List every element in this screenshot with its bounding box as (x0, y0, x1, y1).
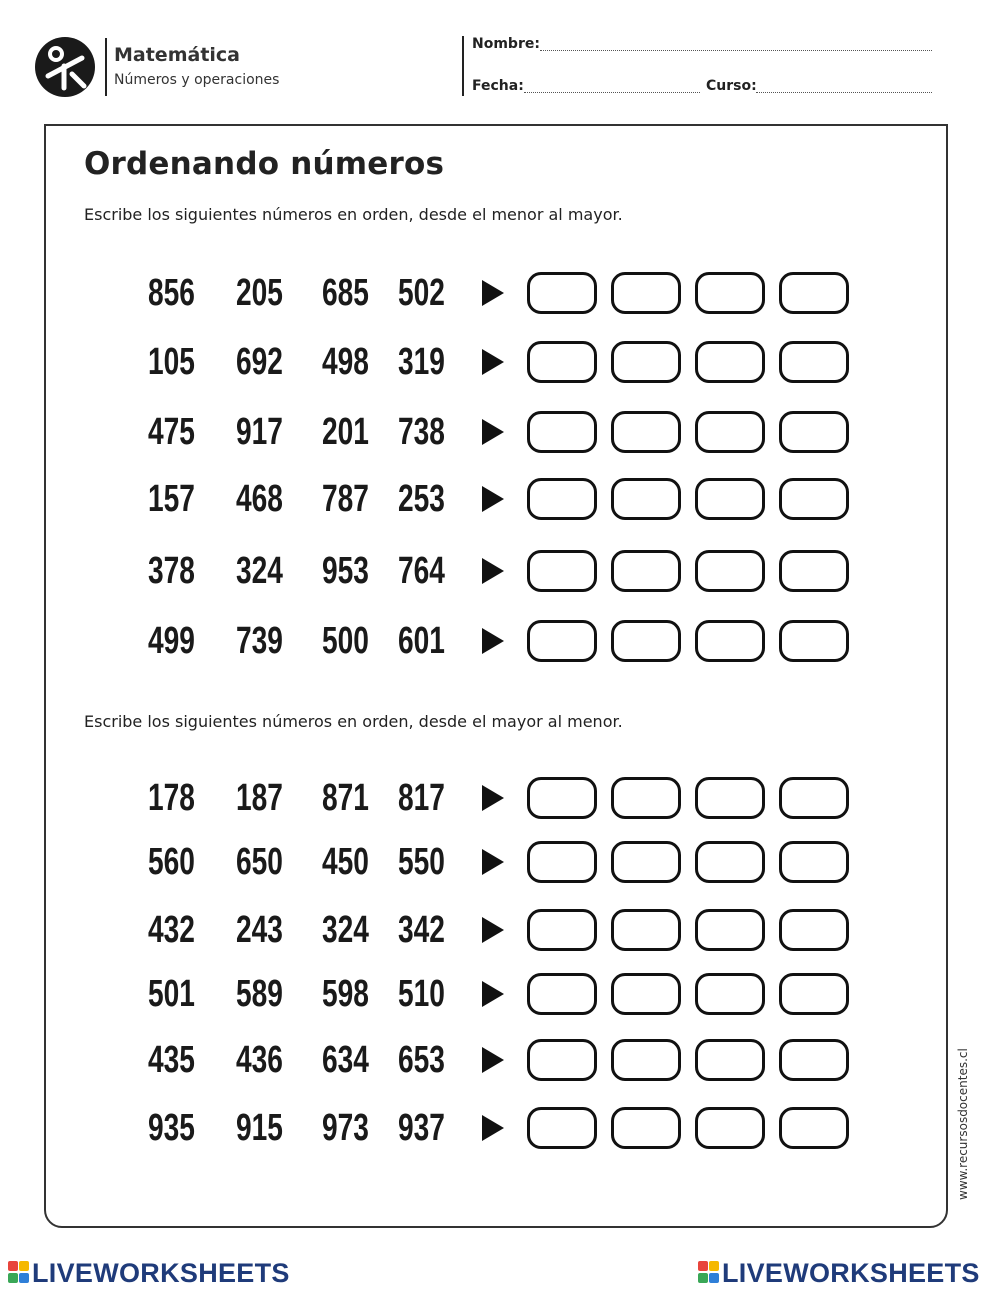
play-arrow-icon (482, 1047, 504, 1073)
answer-box[interactable] (779, 973, 849, 1015)
number: 738 (398, 411, 445, 453)
answer-box[interactable] (611, 478, 681, 520)
answer-box[interactable] (527, 777, 597, 819)
number: 243 (236, 909, 283, 951)
answer-box[interactable] (695, 272, 765, 314)
number: 692 (236, 341, 283, 383)
number: 871 (322, 777, 369, 819)
answer-box[interactable] (695, 841, 765, 883)
answer-box[interactable] (611, 550, 681, 592)
play-arrow-icon (482, 1115, 504, 1141)
answer-box[interactable] (611, 411, 681, 453)
number: 935 (148, 1107, 195, 1149)
number: 653 (398, 1039, 445, 1081)
blocks-icon (698, 1261, 720, 1285)
number: 468 (236, 478, 283, 520)
answer-box[interactable] (779, 411, 849, 453)
number: 187 (236, 777, 283, 819)
number: 253 (398, 478, 445, 520)
number: 432 (148, 909, 195, 951)
answer-box[interactable] (779, 272, 849, 314)
play-arrow-icon (482, 785, 504, 811)
number: 915 (236, 1107, 283, 1149)
liveworksheets-logo-left (8, 1256, 288, 1290)
answer-box[interactable] (779, 550, 849, 592)
answer-box[interactable] (527, 550, 597, 592)
number: 973 (322, 1107, 369, 1149)
number: 560 (148, 841, 195, 883)
answer-box[interactable] (611, 620, 681, 662)
number: 178 (148, 777, 195, 819)
answer-box[interactable] (611, 777, 681, 819)
answer-box[interactable] (695, 973, 765, 1015)
answer-box[interactable] (527, 620, 597, 662)
answer-box[interactable] (695, 1039, 765, 1081)
date-field[interactable] (524, 92, 700, 93)
number: 499 (148, 620, 195, 662)
number: 501 (148, 973, 195, 1015)
number: 685 (322, 272, 369, 314)
answer-box[interactable] (695, 620, 765, 662)
number: 601 (398, 620, 445, 662)
answer-box[interactable] (527, 341, 597, 383)
blocks-icon (8, 1261, 30, 1285)
course-field[interactable] (756, 92, 932, 93)
number: 937 (398, 1107, 445, 1149)
answer-box[interactable] (527, 1039, 597, 1081)
answer-box[interactable] (527, 411, 597, 453)
answer-box[interactable] (527, 272, 597, 314)
answer-box[interactable] (611, 1039, 681, 1081)
number: 157 (148, 478, 195, 520)
answer-box[interactable] (779, 478, 849, 520)
number: 105 (148, 341, 195, 383)
play-arrow-icon (482, 628, 504, 654)
answer-box[interactable] (527, 909, 597, 951)
answer-box[interactable] (779, 909, 849, 951)
name-field[interactable] (540, 50, 932, 51)
answer-box[interactable] (611, 973, 681, 1015)
number: 650 (236, 841, 283, 883)
play-arrow-icon (482, 349, 504, 375)
brand-text: LIVEWORKSHEETS (722, 1258, 980, 1288)
number: 634 (322, 1039, 369, 1081)
answer-box[interactable] (695, 1107, 765, 1149)
number: 324 (236, 550, 283, 592)
name-label: Nombre: (472, 36, 540, 52)
answer-box[interactable] (611, 1107, 681, 1149)
number: 917 (236, 411, 283, 453)
answer-box[interactable] (611, 841, 681, 883)
play-arrow-icon (482, 419, 504, 445)
answer-box[interactable] (527, 1107, 597, 1149)
instruction-descending: Escribe los siguientes números en orden, desde el mayor al menor. (84, 712, 623, 731)
answer-box[interactable] (779, 341, 849, 383)
number: 550 (398, 841, 445, 883)
brand-text: LIVEWORKSHEETS (32, 1258, 290, 1288)
answer-box[interactable] (695, 341, 765, 383)
number: 205 (236, 272, 283, 314)
number: 953 (322, 550, 369, 592)
answer-box[interactable] (695, 777, 765, 819)
number: 817 (398, 777, 445, 819)
number: 739 (236, 620, 283, 662)
answer-box[interactable] (695, 909, 765, 951)
answer-box[interactable] (695, 478, 765, 520)
fields-divider (462, 36, 464, 96)
answer-box[interactable] (779, 620, 849, 662)
course-label: Curso: (706, 78, 757, 94)
answer-box[interactable] (779, 1039, 849, 1081)
number: 502 (398, 272, 445, 314)
number: 450 (322, 841, 369, 883)
number: 787 (322, 478, 369, 520)
publisher-logo (34, 36, 96, 98)
answer-box[interactable] (611, 341, 681, 383)
number: 378 (148, 550, 195, 592)
number: 764 (398, 550, 445, 592)
number: 498 (322, 341, 369, 383)
answer-box[interactable] (527, 841, 597, 883)
play-arrow-icon (482, 280, 504, 306)
answer-box[interactable] (611, 272, 681, 314)
worksheet-title: Ordenando números (84, 146, 445, 182)
header-divider (105, 38, 107, 96)
answer-box[interactable] (527, 973, 597, 1015)
date-label: Fecha: (472, 78, 524, 94)
answer-box[interactable] (527, 478, 597, 520)
play-arrow-icon (482, 849, 504, 875)
answer-box[interactable] (779, 841, 849, 883)
answer-box[interactable] (779, 1107, 849, 1149)
number: 856 (148, 272, 195, 314)
number: 435 (148, 1039, 195, 1081)
number: 598 (322, 973, 369, 1015)
number: 436 (236, 1039, 283, 1081)
side-credit: www.recursosdocentes.cl (956, 1048, 970, 1200)
subject-subtitle: Números y operaciones (114, 72, 280, 88)
number: 500 (322, 620, 369, 662)
play-arrow-icon (482, 558, 504, 584)
subject-title: Matemática (114, 44, 240, 66)
number: 201 (322, 411, 369, 453)
instruction-ascending: Escribe los siguientes números en orden, desde el menor al mayor. (84, 205, 623, 224)
number: 475 (148, 411, 195, 453)
answer-box[interactable] (695, 411, 765, 453)
play-arrow-icon (482, 486, 504, 512)
number: 510 (398, 973, 445, 1015)
answer-box[interactable] (695, 550, 765, 592)
number: 589 (236, 973, 283, 1015)
answer-box[interactable] (779, 777, 849, 819)
number: 319 (398, 341, 445, 383)
number: 342 (398, 909, 445, 951)
liveworksheets-logo-right (698, 1256, 998, 1290)
play-arrow-icon (482, 981, 504, 1007)
play-arrow-icon (482, 917, 504, 943)
number: 324 (322, 909, 369, 951)
answer-box[interactable] (611, 909, 681, 951)
